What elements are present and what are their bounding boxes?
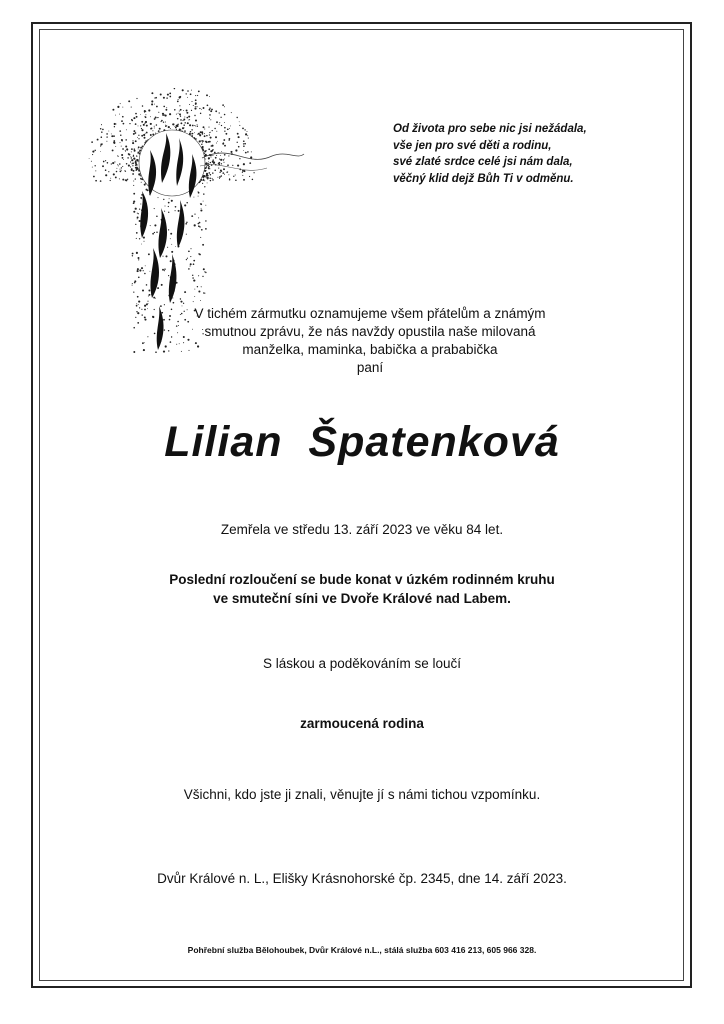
announcement-intro: [150, 305, 590, 377]
death-notice: Zemřela ve středu 13. září 2023 ve věku 84 let.: [220, 522, 504, 537]
deceased-name: Lilian Špatenková: [164, 418, 560, 466]
funeral-service-footer: Pohřební služba Bělohoubek, Dvůr Králové n.L., stálá služba 603 416 213, 605 966 328.: [187, 945, 537, 955]
poem-line: Od života pro sebe nic jsi nežádala,: [393, 123, 587, 135]
intro-line: manželka, maminka, babička a prababička: [242, 342, 498, 357]
family-signature: zarmoucená rodina: [300, 716, 424, 731]
gratitude-line: S láskou a poděkováním se loučí: [262, 656, 462, 671]
memorial-poem: [393, 121, 663, 187]
intro-line: paní: [356, 360, 384, 375]
farewell-line: Poslední rozloučení se bude konat v úzkém rodinném kruhu: [169, 572, 555, 587]
intro-line: smutnou zprávu, že nás navždy opustila naše milovaná: [204, 324, 536, 339]
poem-line: vše jen pro své děti a rodinu,: [393, 139, 552, 152]
poem-line: věčný klid dejž Bůh Ti v odměnu.: [393, 172, 574, 185]
remembrance-line: Všichni, kdo jste ji znali, věnujte jí s námi tichou vzpomínku.: [183, 787, 541, 802]
farewell-line: ve smuteční síni ve Dvoře Králové nad Labem.: [213, 591, 511, 606]
poem-line: své zlaté srdce celé jsi nám dala,: [393, 156, 573, 168]
address-date: Dvůr Králové n. L., Elišky Krásnohorské čp. 2345, dne 14. září 2023.: [157, 871, 567, 886]
farewell-notice: [0, 570, 724, 608]
intro-line: V tichém zármutku oznamujeme všem přátelům a známým: [194, 306, 546, 321]
